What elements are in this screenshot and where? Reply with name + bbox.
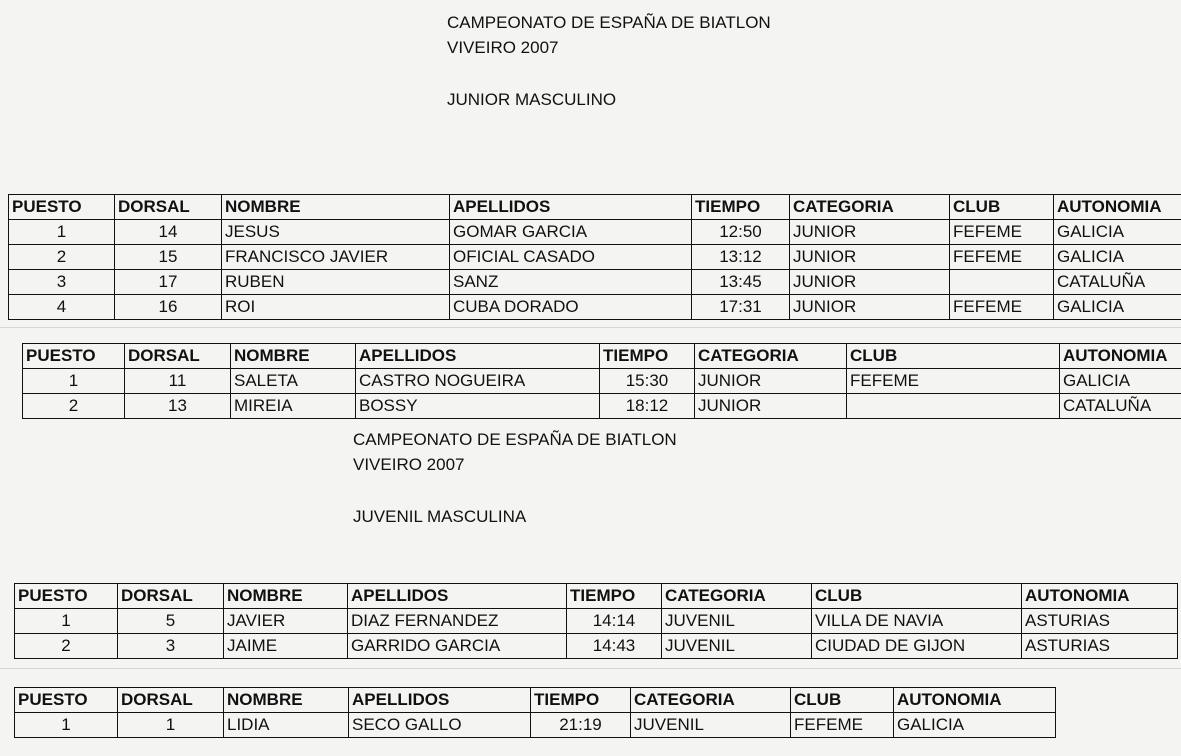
column-header-club: CLUB (847, 344, 1060, 369)
table-row (15, 609, 1178, 634)
cell-puesto: 2 (15, 634, 118, 659)
column-header-autonomia: AUTONOMIA (1054, 195, 1181, 220)
cell-categoria: JUNIOR (790, 270, 950, 295)
cell-tiempo: 13:45 (692, 270, 790, 295)
cell-apellidos: OFICIAL CASADO (450, 245, 692, 270)
venue-year: VIVEIRO 2007 (353, 455, 465, 474)
cell-autonomia: GALICIA (894, 713, 1056, 738)
cell-puesto: 3 (9, 270, 115, 295)
table-row (23, 369, 1181, 394)
cell-puesto: 1 (9, 220, 115, 245)
column-header-categoria: CATEGORIA (662, 584, 812, 609)
cell-club: FEFEME (950, 295, 1054, 320)
cell-puesto: 1 (15, 713, 118, 738)
header-row (9, 195, 1181, 220)
header-row (15, 584, 1178, 609)
table-row (23, 394, 1181, 419)
cell-nombre: LIDIA (224, 713, 349, 738)
column-header-apellidos: APELLIDOS (356, 344, 600, 369)
cell-autonomia: ASTURIAS (1022, 609, 1178, 634)
results-table-junior-female (22, 343, 1181, 419)
cell-club: VILLA DE NAVIA (812, 609, 1022, 634)
cell-categoria: JUNIOR (695, 369, 847, 394)
cell-tiempo: 17:31 (692, 295, 790, 320)
column-header-tiempo: TIEMPO (692, 195, 790, 220)
column-header-puesto: PUESTO (15, 688, 118, 713)
cell-autonomia: ASTURIAS (1022, 634, 1178, 659)
column-header-dorsal: DORSAL (118, 584, 224, 609)
cell-categoria: JUVENIL (631, 713, 791, 738)
column-header-autonomia: AUTONOMIA (1022, 584, 1178, 609)
cell-puesto: 2 (9, 245, 115, 270)
cell-puesto: 4 (9, 295, 115, 320)
cell-puesto: 2 (23, 394, 125, 419)
cell-puesto: 1 (15, 609, 118, 634)
column-header-puesto: PUESTO (23, 344, 125, 369)
cell-tiempo: 12:50 (692, 220, 790, 245)
cell-apellidos: CUBA DORADO (450, 295, 692, 320)
cell-autonomia: GALICIA (1060, 369, 1181, 394)
cell-apellidos: GARRIDO GARCIA (348, 634, 567, 659)
cell-autonomia: CATALUÑA (1054, 270, 1181, 295)
cell-autonomia: GALICIA (1054, 220, 1181, 245)
table-row (9, 220, 1181, 245)
column-header-dorsal: DORSAL (118, 688, 224, 713)
cell-club: CIUDAD DE GIJON (812, 634, 1022, 659)
cell-categoria: JUVENIL (662, 634, 812, 659)
cell-apellidos: BOSSY (356, 394, 600, 419)
cell-tiempo: 14:14 (567, 609, 662, 634)
cell-nombre: JAVIER (224, 609, 348, 634)
header-row (23, 344, 1181, 369)
table-row (15, 634, 1178, 659)
venue-year: VIVEIRO 2007 (447, 38, 559, 57)
column-header-tiempo: TIEMPO (600, 344, 695, 369)
table-row (15, 713, 1056, 738)
heading-junior (447, 10, 771, 112)
cell-club: FEFEME (950, 220, 1054, 245)
column-header-dorsal: DORSAL (115, 195, 222, 220)
cell-club (847, 394, 1060, 419)
column-header-categoria: CATEGORIA (695, 344, 847, 369)
cell-nombre: RUBEN (222, 270, 450, 295)
cell-categoria: JUNIOR (790, 220, 950, 245)
cell-dorsal: 11 (125, 369, 231, 394)
cell-autonomia: CATALUÑA (1060, 394, 1181, 419)
column-header-categoria: CATEGORIA (790, 195, 950, 220)
results-table-junior-male (8, 194, 1181, 320)
cell-tiempo: 18:12 (600, 394, 695, 419)
cell-apellidos: GOMAR GARCIA (450, 220, 692, 245)
cell-nombre: ROI (222, 295, 450, 320)
cell-club: FEFEME (950, 245, 1054, 270)
cell-nombre: JAIME (224, 634, 348, 659)
column-header-autonomia: AUTONOMIA (894, 688, 1056, 713)
column-header-club: CLUB (812, 584, 1022, 609)
championship-title: CAMPEONATO DE ESPAÑA DE BIATLON (447, 13, 771, 32)
results-table-juvenil-male (14, 583, 1178, 659)
column-header-club: CLUB (791, 688, 894, 713)
cell-dorsal: 16 (115, 295, 222, 320)
column-header-categoria: CATEGORIA (631, 688, 791, 713)
cell-categoria: JUVENIL (662, 609, 812, 634)
category-title: JUVENIL MASCULINA (353, 507, 527, 526)
cell-categoria: JUNIOR (790, 245, 950, 270)
column-header-nombre: NOMBRE (224, 688, 349, 713)
column-header-tiempo: TIEMPO (531, 688, 631, 713)
cell-nombre: FRANCISCO JAVIER (222, 245, 450, 270)
column-header-dorsal: DORSAL (125, 344, 231, 369)
column-header-nombre: NOMBRE (224, 584, 348, 609)
cell-dorsal: 5 (118, 609, 224, 634)
column-header-autonomia: AUTONOMIA (1060, 344, 1181, 369)
cell-club (950, 270, 1054, 295)
cell-tiempo: 21:19 (531, 713, 631, 738)
cell-club: FEFEME (791, 713, 894, 738)
cell-dorsal: 17 (115, 270, 222, 295)
table-row (9, 245, 1181, 270)
cell-tiempo: 15:30 (600, 369, 695, 394)
table-row (9, 270, 1181, 295)
cell-nombre: SALETA (231, 369, 356, 394)
cell-categoria: JUNIOR (695, 394, 847, 419)
cell-apellidos: DIAZ FERNANDEZ (348, 609, 567, 634)
column-header-nombre: NOMBRE (231, 344, 356, 369)
cell-dorsal: 1 (118, 713, 224, 738)
cell-dorsal: 13 (125, 394, 231, 419)
category-title: JUNIOR MASCULINO (447, 90, 617, 109)
table-row (9, 295, 1181, 320)
heading-juvenil (353, 427, 677, 529)
cell-dorsal: 3 (118, 634, 224, 659)
cell-club: FEFEME (847, 369, 1060, 394)
cell-autonomia: GALICIA (1054, 295, 1181, 320)
cell-apellidos: SANZ (450, 270, 692, 295)
results-table-juvenil-female (14, 687, 1056, 738)
cell-categoria: JUNIOR (790, 295, 950, 320)
column-header-puesto: PUESTO (9, 195, 115, 220)
column-header-apellidos: APELLIDOS (349, 688, 531, 713)
column-header-puesto: PUESTO (15, 584, 118, 609)
cell-dorsal: 14 (115, 220, 222, 245)
column-header-apellidos: APELLIDOS (450, 195, 692, 220)
cell-puesto: 1 (23, 369, 125, 394)
cell-apellidos: CASTRO NOGUEIRA (356, 369, 600, 394)
header-row (15, 688, 1056, 713)
cell-apellidos: SECO GALLO (349, 713, 531, 738)
cell-tiempo: 13:12 (692, 245, 790, 270)
column-header-tiempo: TIEMPO (567, 584, 662, 609)
cell-tiempo: 14:43 (567, 634, 662, 659)
column-header-apellidos: APELLIDOS (348, 584, 567, 609)
column-header-club: CLUB (950, 195, 1054, 220)
championship-title: CAMPEONATO DE ESPAÑA DE BIATLON (353, 430, 677, 449)
cell-nombre: JESUS (222, 220, 450, 245)
cell-autonomia: GALICIA (1054, 245, 1181, 270)
cell-nombre: MIREIA (231, 394, 356, 419)
cell-dorsal: 15 (115, 245, 222, 270)
column-header-nombre: NOMBRE (222, 195, 450, 220)
